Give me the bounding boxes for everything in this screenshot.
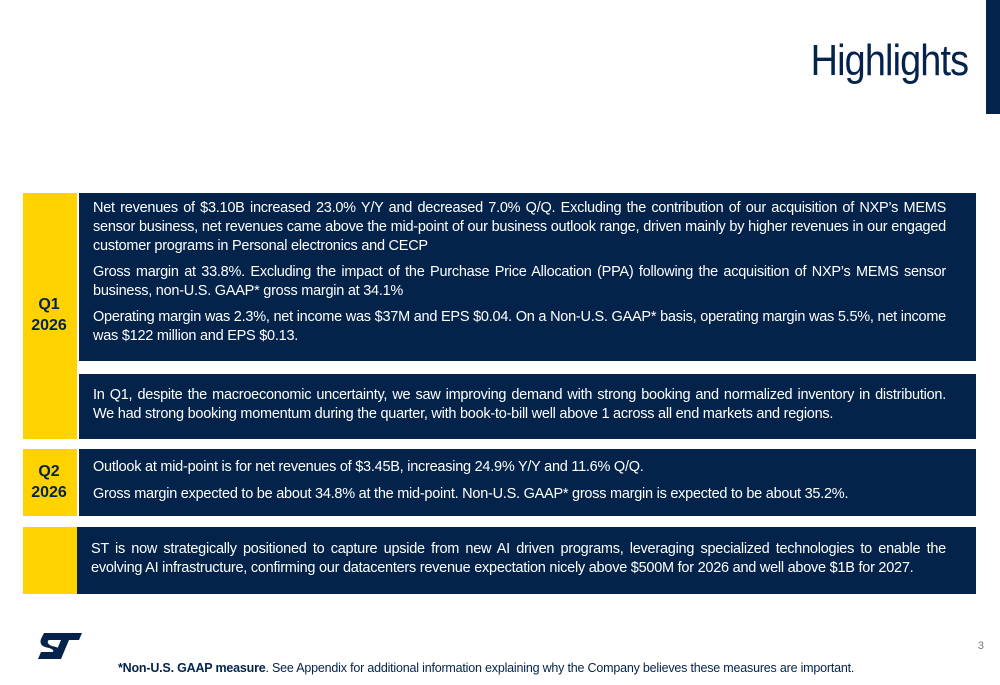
q1-gross-margin-bullet: Gross margin at 33.8%. Excluding the impact of the Purchase Price Allocation (PPA) following the acquisition of NXP’s MEMS sensor business, non-U.S. GAAP* gross margin at 34.1% xyxy=(93,264,946,299)
q2-revenue-outlook: Outlook at mid-point is for net revenues of $3.45B, increasing 24.9% Y/Y and 11.6% Q/Q. xyxy=(93,459,644,475)
q2-gross-margin-outlook: Gross margin expected to be about 34.8% at the mid-point. Non-U.S. GAAP* gross margin is expected to be about 35.2%. xyxy=(93,486,849,502)
q1-label xyxy=(23,294,75,336)
ai-positioning-text: ST is now strategically positioned to capture upside from new AI driven programs, leveraging specialized technologies to enable the evolving AI infrastructure, confirming our datacenters revenue expectation nicely above $500M for 2026 and well above $1B for 2027. xyxy=(91,541,946,576)
ai-yellow-bar xyxy=(23,527,77,594)
footnote-bold: *Non-U.S. GAAP measure xyxy=(118,661,266,675)
q1-results-panel xyxy=(79,193,976,361)
q1-commentary-text: In Q1, despite the macroeconomic uncertainty, we saw improving demand with strong booking and normalized inventory in distribution. We had strong booking momentum during the quarter, with book-to-bill well above 1 across all end markets and regions. xyxy=(93,387,946,422)
footnote xyxy=(118,661,854,675)
q1-revenue-bullet: Net revenues of $3.10B increased 23.0% Y/Y and decreased 7.0% Q/Q. Excluding the contribution of our acquisition of NXP’s MEMS sensor business, net revenues came above the mid-point of our business outlook range, driven mainly by higher revenues in our engaged customer programs in Personal electronics and CECP xyxy=(93,200,946,254)
q2-label xyxy=(23,461,75,503)
q2-outlook-panel xyxy=(79,449,976,516)
slide-title: Highlights xyxy=(810,36,968,85)
ai-positioning-panel xyxy=(77,527,976,594)
title-accent-bar xyxy=(986,0,1000,114)
q1-commentary-panel xyxy=(79,374,976,439)
footnote-rest: . See Appendix for additional information explaining why the Company believes these measures are important. xyxy=(265,661,855,675)
st-logo-icon xyxy=(36,629,84,663)
q2-label-quarter: Q2 xyxy=(38,463,60,480)
q1-label-year: 2026 xyxy=(31,317,67,334)
q1-operating-margin-bullet: Operating margin was 2.3%, net income was $37M and EPS $0.04. On a Non-U.S. GAAP* basis, operating margin was 5.5%, net income was $122 million and EPS $0.13. xyxy=(93,309,946,344)
page-number: 3 xyxy=(977,640,984,652)
q1-label-quarter: Q1 xyxy=(38,296,60,313)
q2-label-year: 2026 xyxy=(31,484,67,501)
